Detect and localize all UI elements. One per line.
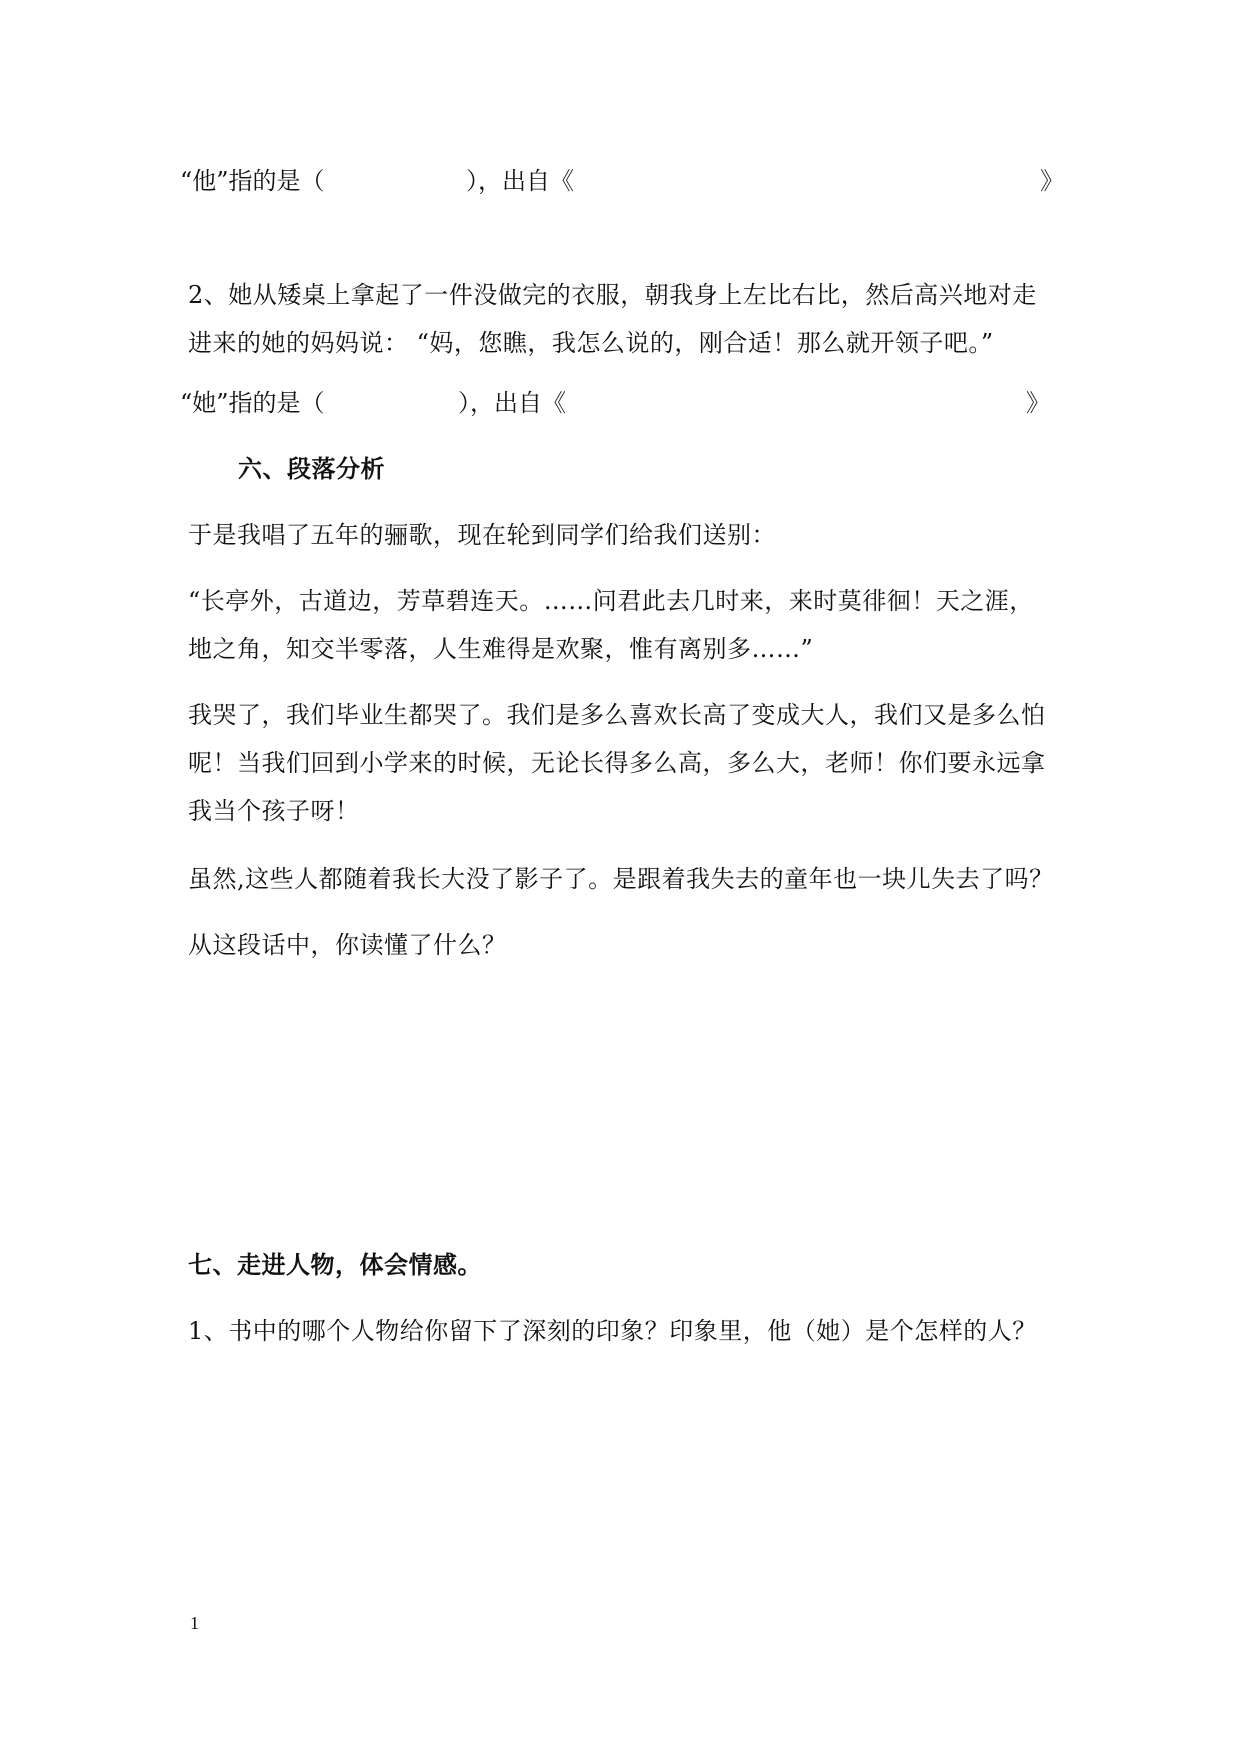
fill-in-row-he (180, 164, 1064, 198)
section-6-paragraph-3-line-3: 我当个孩子呀！ (188, 797, 360, 825)
question-2-line-2: 进来的她的妈妈说： “妈，您瞧，我怎么说的，刚合适！那么就开领子吧。” (188, 329, 994, 357)
section-6-paragraph-3-line-1: 我哭了，我们毕业生都哭了。我们是多么喜欢长高了变成大人，我们又是多么怕 (188, 701, 1046, 729)
section-6-question: 从这段话中，你读懂了什么？ (188, 931, 507, 959)
fill-book-close: 》 (1026, 389, 1050, 417)
section-7-question-1: 1、书中的哪个人物给你留下了深刻的印象？印象里，他（她）是个怎样的人？ (188, 1317, 1037, 1345)
section-6-paragraph-4: 虽然,这些人都随着我长大没了影子了。是跟着我失去的童年也一块儿失去了吗？ (188, 865, 1054, 893)
section-6-paragraph-3-line-2: 呢！当我们回到小学来的时候，无论长得多么高，多么大，老师！你们要永远拿 (188, 749, 1046, 777)
fill-in-row-she (180, 386, 1063, 420)
section-7-heading: 七、走进人物，体会情感。 (188, 1250, 482, 1279)
fill-prefix: “他”指的是（ (180, 167, 325, 195)
fill-prefix: “她”指的是（ (180, 389, 325, 417)
fill-book-close: 》 (1040, 167, 1064, 195)
section-6-heading: 六、段落分析 (238, 454, 385, 483)
fill-paren-close: ），出自《 (466, 167, 574, 195)
fill-paren-close: ），出自《 (458, 389, 566, 417)
page-number: 1 (190, 1613, 199, 1633)
section-6-paragraph-2-line-1: “长亭外，古道边，芳草碧连天。……问君此去几时来，来时莫徘徊！天之涯， (188, 587, 1034, 615)
section-6-paragraph-2-line-2: 地之角，知交半零落，人生难得是欢聚，惟有离别多……” (188, 635, 814, 663)
question-2-line-1: 2、她从矮桌上拿起了一件没做完的衣服，朝我身上左比右比，然后高兴地对走 (188, 281, 1037, 309)
section-6-paragraph-1: 于是我唱了五年的骊歌，现在轮到同学们给我们送别： (188, 521, 776, 549)
